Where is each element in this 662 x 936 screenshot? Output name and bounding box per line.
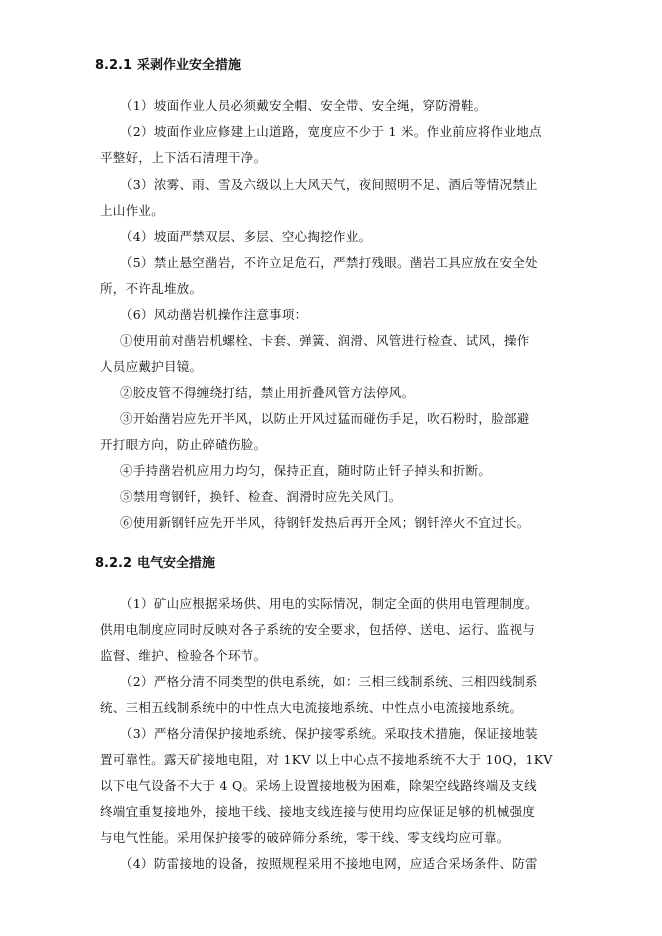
paragraph-line: 终端宜重复接地外，接地干线、接地支线连接与使用均应保证足够的机械强度 <box>100 804 536 819</box>
paragraph-line: 人员应戴护目镜。 <box>100 359 203 374</box>
paragraph-line: （2）严格分清不同类型的供电系统，如：三相三线制系统、三相四线制系 <box>120 674 538 689</box>
paragraph-line: ③开始凿岩应先开半风，以防止开风过猛而碰伤手足，吹石粉时，脸部避 <box>120 411 530 426</box>
paragraph-line: 平整好，上下活石清理干净。 <box>100 150 267 165</box>
paragraph-line: （4）坡面严禁双层、多层、空心掏挖作业。 <box>120 229 372 244</box>
paragraph-line: （3）浓雾、雨、雪及六级以上大风天气，夜间照明不足、酒后等情况禁止 <box>120 177 538 192</box>
paragraph-line: ⑥使用新钢钎应先开半风，待钢钎发热后再开全风；钢钎淬火不宜过长。 <box>120 515 530 530</box>
paragraph-line: 供用电制度应同时反映对各子系统的安全要求，包括停、送电、运行、监视与 <box>100 622 536 637</box>
paragraph-line: 置可靠性。露天矿接地电阻，对 1KV 以上中心点不接地系统不大于 10Q，1KV <box>100 752 553 767</box>
paragraph-line: ⑤禁用弯钢钎，换钎、检查、润滑时应先关风门。 <box>120 489 402 504</box>
paragraph-line: （3）严格分清保护接地系统、保护接零系统。采取技术措施，保证接地装 <box>120 726 538 741</box>
paragraph-line: 开打眼方向，防止碎碴伤脸。 <box>100 437 267 452</box>
paragraph-line: 上山作业。 <box>100 203 165 218</box>
paragraph-line: ②胶皮管不得缠绕打结，禁止用折叠风管方法停风。 <box>120 385 415 400</box>
paragraph-line: 统、三相五线制系统中的中性点大电流接地系统、中性点小电流接地系统。 <box>100 700 523 715</box>
paragraph-line: 所，不许乱堆放。 <box>100 281 203 296</box>
paragraph-line: 以下电气设备不大于 4 Q。采场上设置接地极为困难，除架空线路终端及支线 <box>100 778 537 793</box>
paragraph-line: ①使用前对凿岩机螺栓、卡套、弹簧、润滑、风管进行检查、试风，操作 <box>120 333 530 348</box>
section-heading <box>95 556 215 572</box>
paragraph-line: （4）防雷接地的设备，按照规程采用不接地电网，应适合采场条件、防雷 <box>120 856 538 871</box>
section-number: 8.2.1 <box>95 58 133 73</box>
section-title: 采剥作业安全措施 <box>137 58 242 73</box>
section-number: 8.2.2 <box>95 556 133 571</box>
paragraph-line: 与电气性能。采用保护接零的破碎筛分系统，零干线、零支线均应可靠。 <box>100 830 510 845</box>
paragraph-line: （5）禁止悬空凿岩，不许立足危石，严禁打残眼。凿岩工具应放在安全处 <box>120 255 538 270</box>
paragraph-line: （1）坡面作业人员必须戴安全帽、安全带、安全绳，穿防滑鞋。 <box>120 98 487 113</box>
paragraph-line: （2）坡面作业应修建上山道路，宽度应不少于 1 米。作业前应将作业地点 <box>120 124 542 139</box>
paragraph-line: ④手持凿岩机应用力均匀，保持正直，随时防止钎子掉头和折断。 <box>120 463 492 478</box>
section-title: 电气安全措施 <box>137 556 216 571</box>
paragraph-line: 监督、维护、检验各个环节。 <box>100 648 267 663</box>
paragraph-line: （1）矿山应根据采场供、用电的实际情况，制定全面的供用电管理制度。 <box>120 596 538 611</box>
paragraph-line: （6）风动凿岩机操作注意事项： <box>120 307 308 322</box>
section-heading <box>95 58 241 74</box>
